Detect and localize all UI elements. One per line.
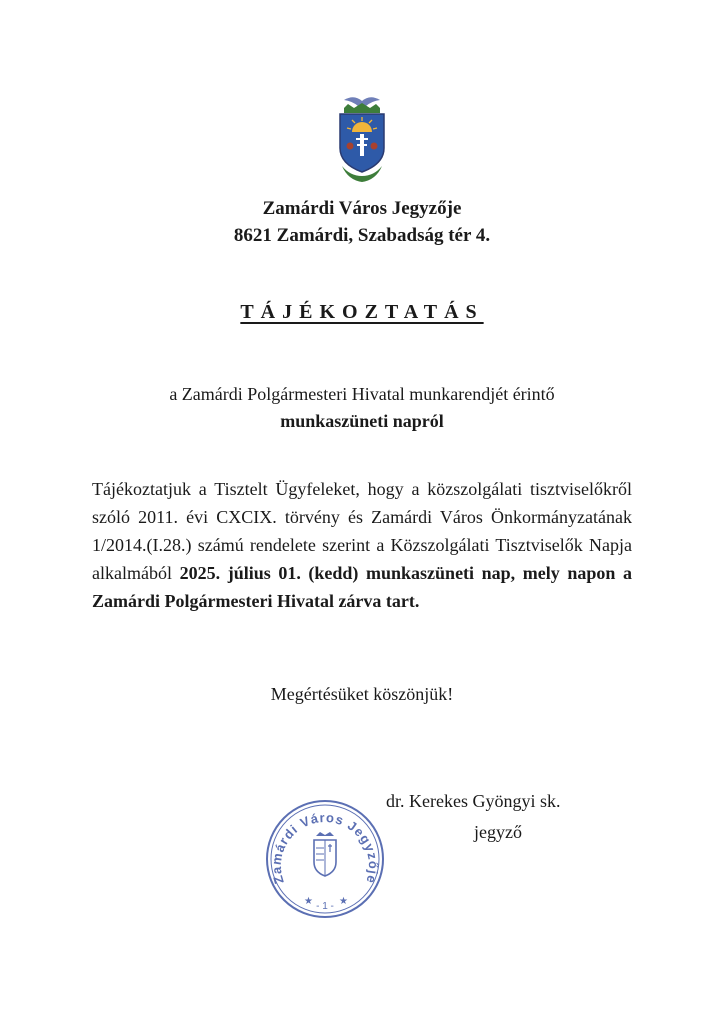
body-text: Tájékoztatjuk a Tisztelt Ügyfeleket, hogy a közszolgálati tisztviselőkről szóló 2011. évi CXCIX. törvény és Zamárdi Város Önkormányzatának 1/2014.(I.28.) számú rendelete szerint a Közszolgálati Tisztviselők Napja alkalmából	[92, 479, 632, 583]
office-address: 8621 Zamárdi, Szabadság tér 4.	[233, 225, 491, 246]
body-paragraph	[92, 475, 632, 615]
subject-line-2: munkaszüneti napról	[280, 411, 444, 431]
document-title: TÁJÉKOZTATÁS	[240, 301, 484, 323]
stamp-text: Zamárdi Város Jegyzője	[268, 809, 382, 886]
subject-line-1: a Zamárdi Polgármesteri Hivatal munkarendjét érintő	[169, 384, 555, 404]
closing-text: Megértésüket köszönjük!	[270, 684, 454, 704]
signer-role: jegyző	[474, 822, 522, 842]
svg-text:★: ★	[304, 896, 313, 907]
signer-name: dr. Kerekes Gyöngyi sk.	[386, 791, 561, 811]
stamp-number: - 1 -	[316, 901, 334, 912]
official-stamp-icon	[262, 796, 388, 922]
coat-of-arms-icon	[330, 92, 394, 184]
office-name: Zamárdi Város Jegyzője	[262, 198, 462, 219]
svg-text:★: ★	[339, 896, 348, 907]
body-bold-text: 2025. július 01. (kedd) munkaszüneti nap, mely napon a Zamárdi Polgármesteri Hivatal zárva tart.	[92, 563, 632, 611]
